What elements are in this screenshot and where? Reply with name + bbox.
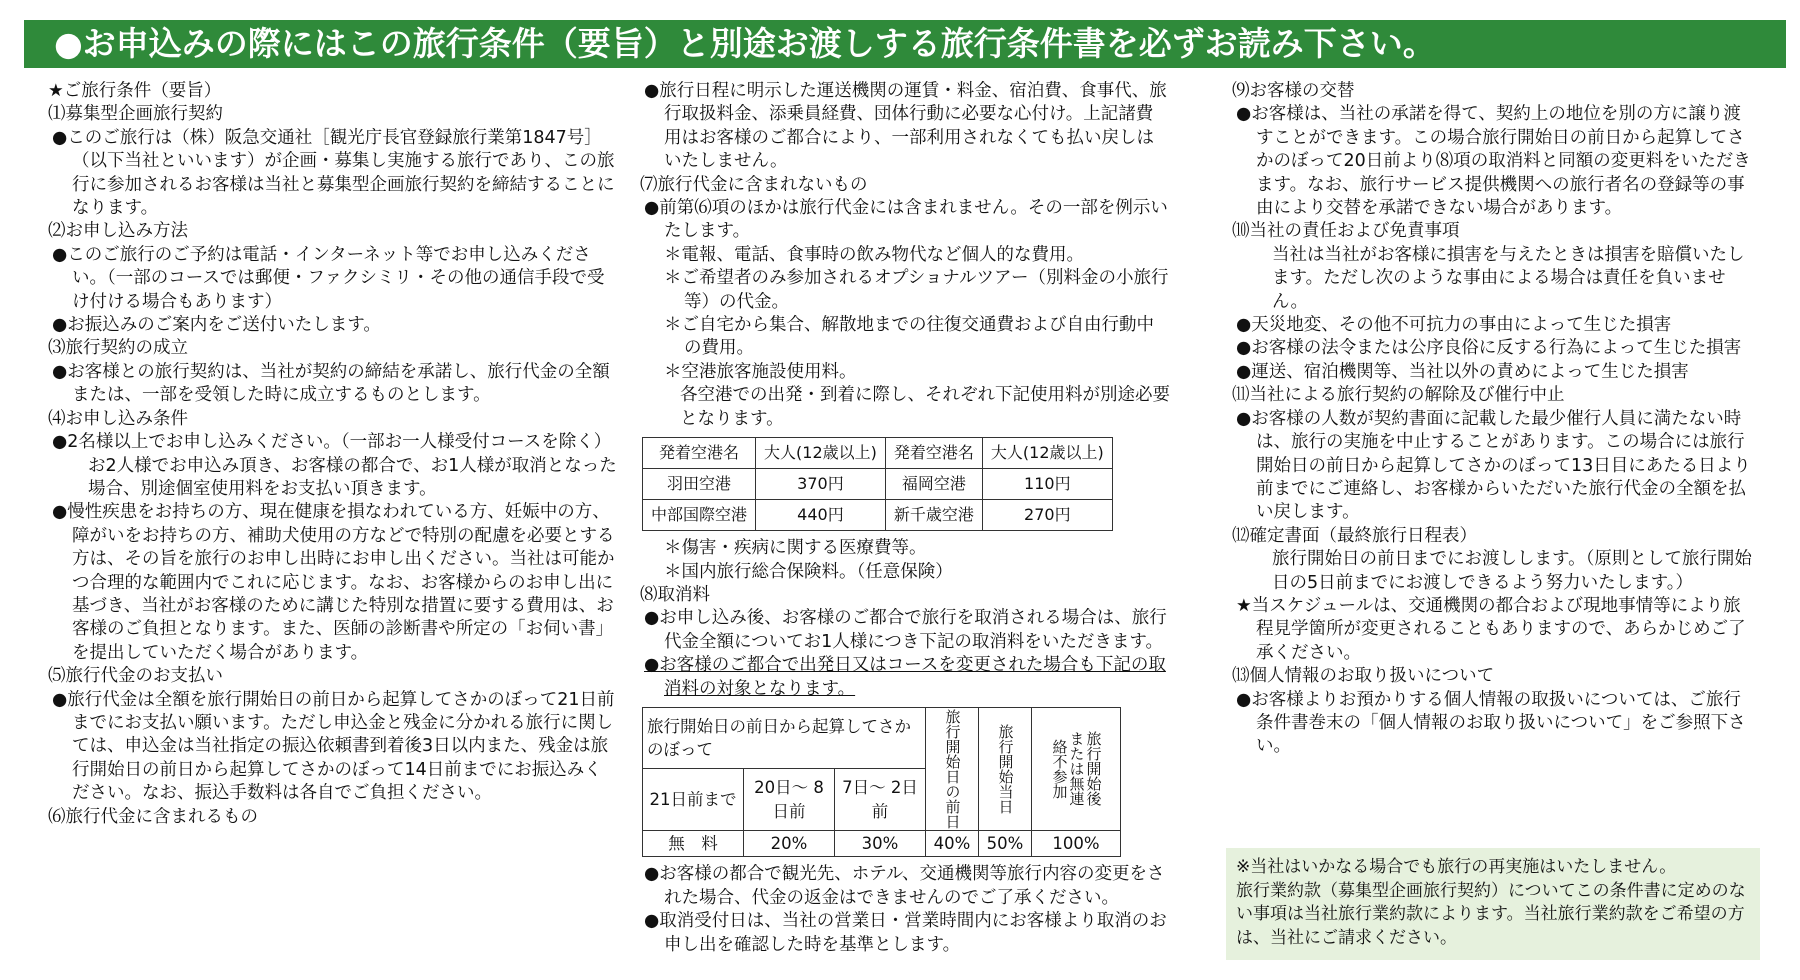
- bullet-text: ●天災地変、その他不可抗力の事由によって生じた損害: [1236, 315, 1672, 336]
- vertical-header-label: 旅行開始後または無連絡不参加: [1050, 731, 1103, 807]
- table-header: 20日〜 8日前: [744, 769, 835, 831]
- paragraph-text: 当社は当社がお客様に損害を与えたときは損害を賠償いたします。ただし次のような事由による場合は責任を負いません。: [1272, 244, 1745, 312]
- section-heading: ⑸旅行代金のお支払い: [48, 666, 223, 687]
- section-heading: ⑺旅行代金に含まれないもの: [640, 174, 868, 195]
- column-right: [1232, 80, 1758, 759]
- table-cell: 50%: [979, 830, 1032, 856]
- bullet-text: ●慢性疾患をお持ちの方、現在健康を損なわれている方、妊娠中の方、障がいをお持ちの方、補助犬使用の方などで特別の配慮を必要とする方は、その旨を旅行のお申し出時にお申し出ください。当社は可能かつ合理的な範囲内でこれに応じます。なお、お客様からのお申し出に基づき、当社がお客様のために講じた特別な措置に要する費用は、お客様のご負担となります。また、医師の診断書や所定の「お伺い書」を提出していただく場合があります。: [52, 502, 615, 663]
- table-header: 大人(12歳以上): [756, 438, 886, 469]
- section-heading: ⑶旅行契約の成立: [48, 338, 188, 359]
- bullet-text: ●前第⑹項のほかは旅行代金には含まれません。その一部を例示いたします。: [644, 198, 1168, 242]
- notice-line: 旅行業約款（募集型企画旅行契約）についてこの条件書に定めのない事項は当社旅行業約款によります。当社旅行業約款をご希望の方は、当社にご請求ください。: [1236, 880, 1746, 948]
- table-cell: 新千歳空港: [885, 500, 982, 531]
- table-header: [979, 707, 1032, 830]
- table-cell: 370円: [756, 469, 886, 500]
- table-cell: 100%: [1032, 830, 1121, 856]
- bullet-text: ●お客様の人数が契約書面に記載した最少催行人員に満たない時は、旅行の実施を中止することがあります。この場合には旅行開始日の前日から起算してさかのぼって13日目にあたる日より前までにご連絡し、お客様からいただいた旅行代金の全額を払い戻します。: [1236, 408, 1751, 523]
- table-row: [643, 830, 1121, 856]
- section-heading: ⑵お申し込み方法: [48, 221, 188, 242]
- star-note: ★当スケジュールは、交通機関の都合および現地事情等により旅程見学箇所が変更されることもありますので、あらかじめご了承ください。: [1236, 595, 1746, 663]
- section-heading: ⑿確定書面（最終旅行日程表）: [1232, 525, 1477, 546]
- bullet-text: ●取消受付日は、当社の営業日・営業時間内にお客様より取消のお申し出を確認した時を基準とします。: [644, 911, 1167, 955]
- column-middle: [640, 80, 1170, 957]
- table-cell: 270円: [982, 500, 1112, 531]
- airport-fee-table: [642, 437, 1113, 531]
- paragraph-text: お2人様でお申込み頂き、お客様の都合で、お1人様が取消となった場合、別途個室使用料をお支払い頂きます。: [88, 455, 617, 499]
- asterisk-item: ＊国内旅行総合保険料。（任意保険）: [664, 561, 953, 582]
- bullet-text: ●お客様は、当社の承諾を得て、契約上の地位を別の方に譲り渡すことができます。この場合旅行開始日の前日から起算してさかのぼって20日前より⑻項の取消料と同額の変更料をいただきます。なお、旅行サービス提供機関への旅行者名の登録等の事由により交替を承諾できない場合があります。: [1236, 104, 1751, 219]
- section-heading: ⑷お申し込み条件: [48, 408, 188, 429]
- bullet-text-underlined: ●お客様のご都合で出発日又はコースを変更された場合も下記の取消料の対象となります。: [644, 655, 1166, 699]
- bullet-text: ●お振込みのご案内をご送付いたします。: [52, 315, 381, 336]
- asterisk-item: ＊ご希望者のみ参加されるオプショナルツアー（別料金の小旅行等）の代金。: [664, 268, 1169, 312]
- section-title: ★ご旅行条件（要旨）: [48, 81, 222, 101]
- table-header: 7日〜 2日前: [835, 769, 926, 831]
- section-heading: ⑹旅行代金に含まれるもの: [48, 806, 258, 827]
- section-heading: ⒀個人情報のお取り扱いについて: [1232, 666, 1495, 687]
- table-header: [1032, 707, 1121, 830]
- table-group-header: 旅行開始日の前日から起算してさかのぼって: [643, 707, 926, 769]
- table-header: 発着空港名: [885, 438, 982, 469]
- cancellation-fee-table: [642, 707, 1121, 857]
- table-header: 発着空港名: [643, 438, 756, 469]
- table-cell: 30%: [835, 830, 926, 856]
- vertical-header-label: 旅行開始日の前日: [943, 708, 962, 829]
- table-header: 大人(12歳以上): [982, 438, 1112, 469]
- section-heading: ⑼お客様の交替: [1232, 81, 1355, 101]
- table-header: 21日前まで: [643, 769, 744, 831]
- table-cell: 無 料: [643, 830, 744, 856]
- bullet-text: ●このご旅行は（株）阪急交通社［観光庁長官登録旅行業第1847号］（以下当社といいます）が企画・募集し実施する旅行であり、この旅行に参加されるお客様は当社と募集型企画旅行契約を締結することになります。: [52, 127, 615, 219]
- section-heading: ⑾当社による旅行契約の解除及び催行中止: [1232, 385, 1565, 406]
- asterisk-item: ＊傷害・疾病に関する医療費等。: [664, 538, 927, 559]
- notice-line: ※当社はいかなる場合でも旅行の再実施はいたしません。: [1236, 857, 1677, 877]
- table-row: [643, 469, 1113, 500]
- asterisk-item: ＊ご自宅から集合、解散地までの往復交通費および自由行動中の費用。: [664, 315, 1154, 359]
- notice-box: [1226, 848, 1760, 960]
- bullet-text: ●運送、宿泊機関等、当社以外の責めによって生じた損害: [1236, 361, 1689, 382]
- bullet-text: ●旅行日程に明示した運送機関の運賃・料金、宿泊費、食事代、旅行取扱料金、添乗員経費、団体行動に必要な心付け。上記諸費用はお客様のご都合により、一部利用されなくても払い戻しはいたしません。: [644, 81, 1167, 172]
- paragraph-text: 旅行開始日の前日までにお渡しします。（原則として旅行開始日の5日前までにお渡しできるよう努力いたします。）: [1272, 549, 1752, 593]
- vertical-header-label: 旅行開始当日: [996, 723, 1015, 814]
- bullet-text: ●お客様の法令または公序良俗に反する行為によって生じた損害: [1236, 338, 1742, 359]
- table-cell: 羽田空港: [643, 469, 756, 500]
- bullet-text: ●お申し込み後、お客様のご都合で旅行を取消される場合は、旅行代金全額についてお1人様につき下記の取消料をいただきます。: [644, 608, 1167, 652]
- paragraph-text: 各空港での出発・到着に際し、それぞれ下記使用料が別途必要となります。: [680, 385, 1170, 429]
- asterisk-item: ＊電報、電話、食事時の飲み物代など個人的な費用。: [664, 244, 1084, 265]
- bullet-text: ●お客様との旅行契約は、当社が契約の締結を承諾し、旅行代金の全額または、一部を受領した時に成立するものとします。: [52, 361, 610, 406]
- table-cell: 中部国際空港: [643, 500, 756, 531]
- bullet-text: ●2名様以上でお申し込みください。（一部お一人様受付コースを除く）: [52, 432, 612, 453]
- table-row: [643, 500, 1113, 531]
- asterisk-item: ＊空港旅客施設使用料。: [664, 361, 857, 382]
- table-header: [926, 707, 979, 830]
- table-cell: 福岡空港: [885, 469, 982, 500]
- table-cell: 40%: [926, 830, 979, 856]
- column-left: [48, 80, 618, 829]
- table-cell: 20%: [744, 830, 835, 856]
- bullet-text: ●お客様の都合で観光先、ホテル、交通機関等旅行内容の変更をされた場合、代金の返金はできませんのでご了承ください。: [644, 864, 1165, 908]
- bullet-text: ●お客様よりお預かりする個人情報の取扱いについては、ご旅行条件書巻末の「個人情報のお取り扱いについて」をご参照下さい。: [1236, 689, 1746, 757]
- bullet-text: ●このご旅行のご予約は電話・インターネット等でお申し込みください。（一部のコースでは郵便・ファクシミリ・その他の通信手段で受け付ける場合もあります）: [52, 244, 605, 312]
- bullet-text: ●旅行代金は全額を旅行開始日の前日から起算してさかのぼって21日前までにお支払い願います。ただし申込金と残金に分かれる旅行に関しては、申込金は当社指定の振込依頼書到着後3日以内また、残金は旅行開始日の前日から起算してさかのぼって14日前までにお振込みください。なお、振込手数料は各自でご負担ください。: [52, 689, 615, 804]
- table-cell: 110円: [982, 469, 1112, 500]
- section-heading: ⑻取消料: [640, 584, 710, 605]
- table-cell: 440円: [756, 500, 886, 531]
- section-heading: ⑴募集型企画旅行契約: [48, 104, 223, 125]
- section-heading: ⑽当社の責任および免責事項: [1232, 221, 1460, 242]
- page-title-banner: ●お申込みの際にはこの旅行条件（要旨）と別途お渡しする旅行条件書を必ずお読み下さい。: [24, 20, 1786, 68]
